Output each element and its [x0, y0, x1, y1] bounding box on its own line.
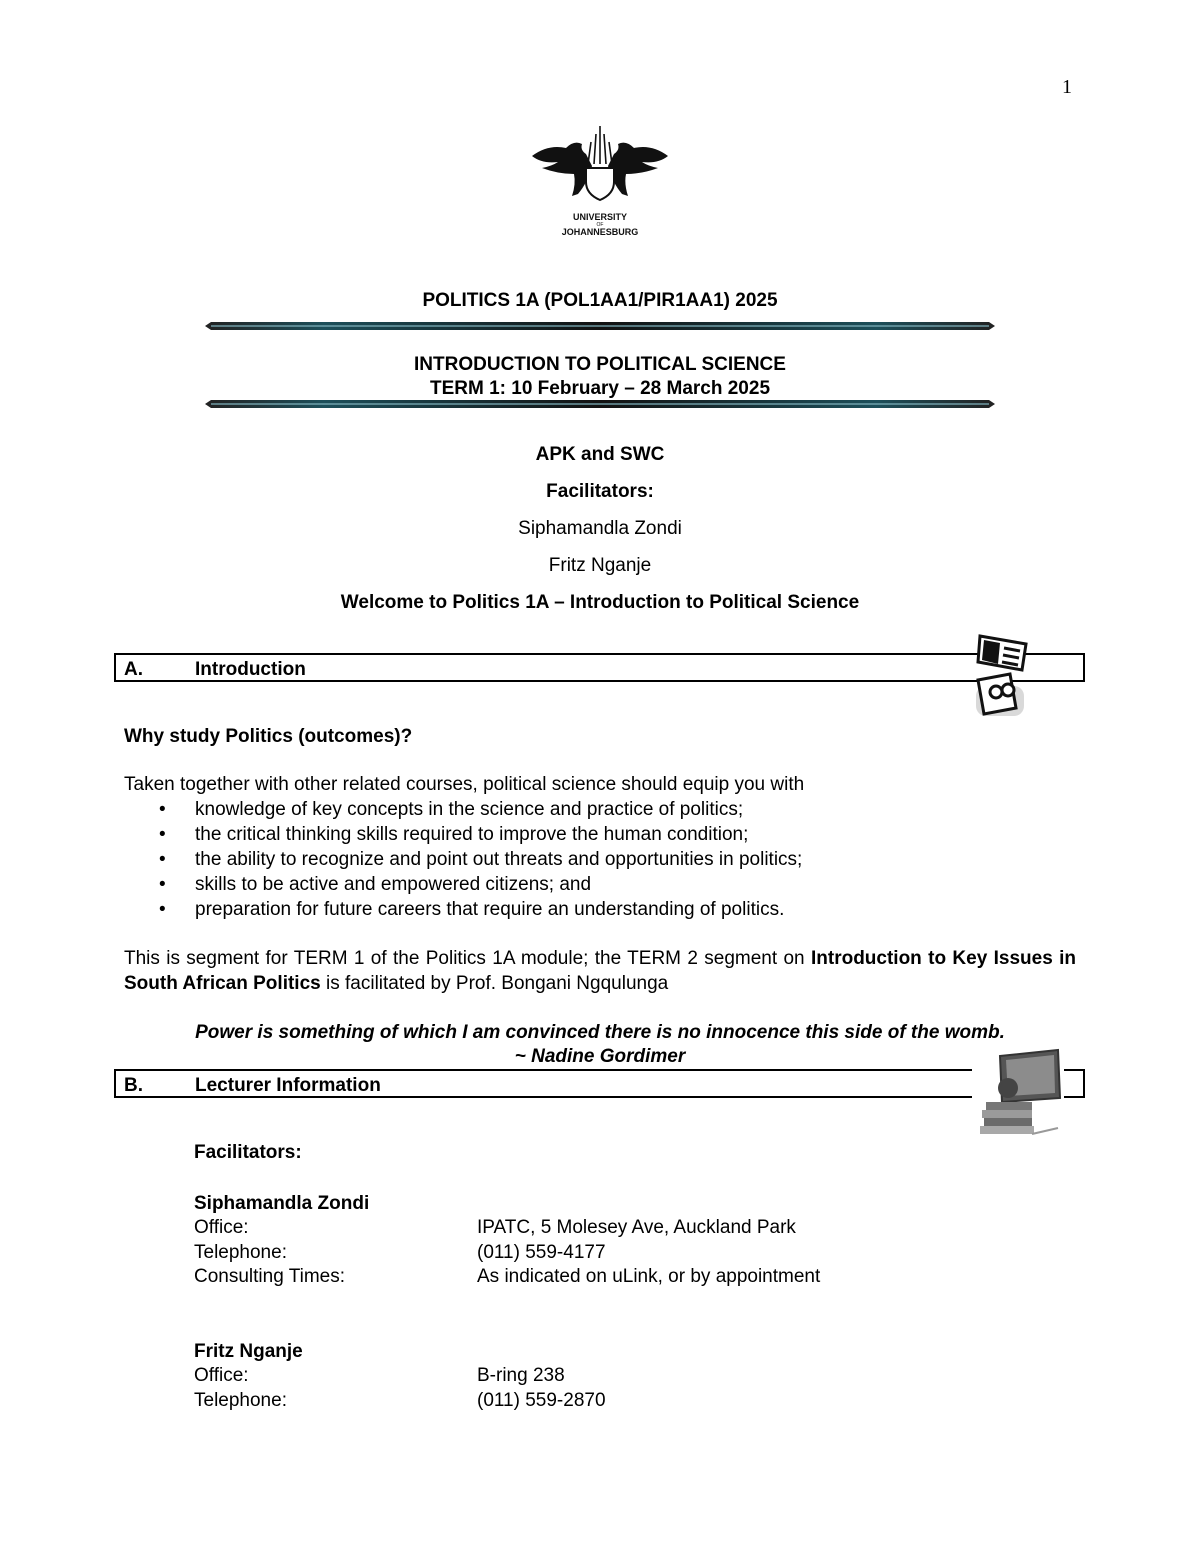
- course-title: POLITICS 1A (POL1AA1/PIR1AA1) 2025: [422, 290, 778, 311]
- section-letter: B.: [124, 1075, 143, 1096]
- campus-label: APK and SWC: [535, 444, 665, 465]
- outcomes-intro: Taken together with other related courses, political science should equip you with: [124, 774, 805, 795]
- info-label: Consulting Times:: [194, 1266, 346, 1287]
- section-letter: A.: [124, 659, 143, 680]
- computer-and-books-icon: [972, 1048, 1064, 1140]
- segment-paragraph: [124, 946, 1076, 996]
- info-label: Office:: [194, 1217, 249, 1238]
- quote-author: ~ Nadine Gordimer: [514, 1046, 686, 1067]
- info-label: Office:: [194, 1365, 249, 1386]
- info-label: Telephone:: [194, 1390, 287, 1411]
- page-number: 1: [1062, 76, 1072, 98]
- outcomes-list: [124, 797, 802, 922]
- subtitle-line1: INTRODUCTION TO POLITICAL SCIENCE: [414, 354, 786, 375]
- quote-text: Power is something of which I am convinced there is no innocence this side of the womb.: [195, 1022, 1005, 1043]
- divider-rule: [205, 400, 995, 408]
- facilitators-heading: Facilitators:: [546, 481, 654, 502]
- info-value: B-ring 238: [477, 1365, 565, 1386]
- university-crest-icon: [528, 122, 672, 240]
- logo-line1: UNIVERSITY: [572, 212, 628, 222]
- section-a-header: [114, 653, 1085, 682]
- course-subtitle: [0, 353, 1200, 401]
- divider-rule: [205, 322, 995, 330]
- lecturer-name: Fritz Nganje: [194, 1341, 303, 1362]
- facilitator-name: Siphamandla Zondi: [518, 518, 682, 539]
- segment-text: This is segment for TERM 1 of the Politics 1A module; the TERM 2 segment on: [124, 948, 811, 969]
- logo-line3: JOHANNESBURG: [561, 227, 639, 237]
- university-logo: [528, 122, 672, 240]
- facilitator-name: Fritz Nganje: [548, 555, 652, 576]
- facilitators-subheading: Facilitators:: [194, 1142, 302, 1163]
- section-title: Lecturer Information: [195, 1075, 381, 1096]
- section-title: Introduction: [195, 659, 306, 680]
- lecturer-name: Siphamandla Zondi: [194, 1193, 370, 1214]
- list-item: • preparation for future careers that require an understanding of politics.: [124, 897, 802, 922]
- info-value: (011) 559-2870: [477, 1390, 606, 1411]
- list-item: • knowledge of key concepts in the science and practice of politics;: [124, 797, 802, 822]
- list-item: • the ability to recognize and point out threats and opportunities in politics;: [124, 847, 802, 872]
- books-and-glasses-icon: [970, 630, 1034, 718]
- info-value: IPATC, 5 Molesey Ave, Auckland Park: [477, 1217, 796, 1238]
- segment-bold-title: Introduction to Key Issues in South African Politics: [124, 948, 1077, 994]
- list-item: • the critical thinking skills required to improve the human condition;: [124, 822, 802, 847]
- section-b-header: [114, 1069, 1085, 1098]
- segment-text: is facilitated by Prof. Bongani Ngqulunga: [320, 973, 669, 994]
- logo-line2: OF: [596, 222, 604, 228]
- subtitle-line2: TERM 1: 10 February – 28 March 2025: [429, 378, 771, 399]
- info-value: As indicated on uLink, or by appointment: [477, 1266, 821, 1287]
- list-item: • skills to be active and empowered citizens; and: [124, 872, 802, 897]
- info-label: Telephone:: [194, 1242, 287, 1263]
- outcomes-question: Why study Politics (outcomes)?: [124, 726, 413, 747]
- welcome-heading: Welcome to Politics 1A – Introduction to Political Science: [340, 592, 860, 613]
- info-value: (011) 559-4177: [477, 1242, 606, 1263]
